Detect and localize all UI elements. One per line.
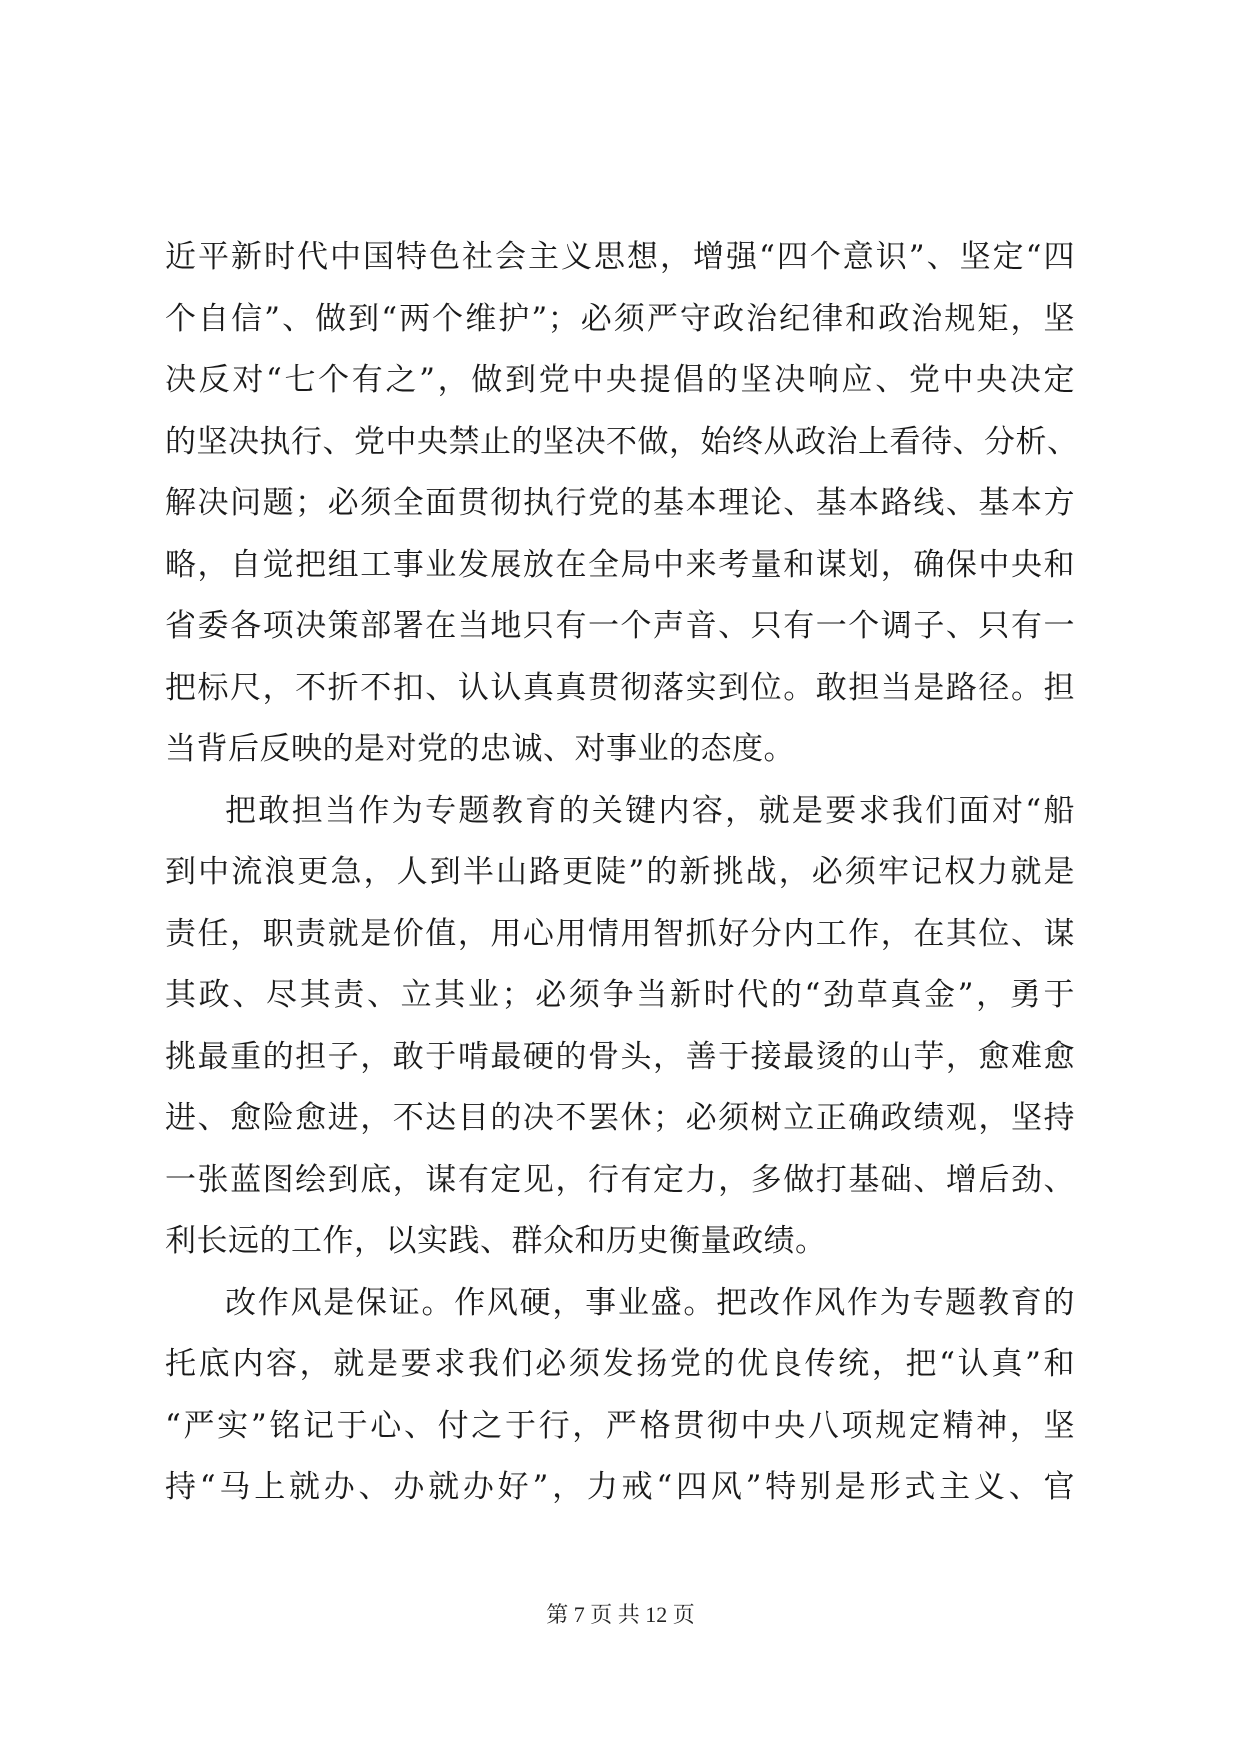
text-line: 省委各项决策部署在当地只有一个声音、只有一个调子、只有一 <box>165 608 1075 644</box>
text-line: 把敢担当作为专题教育的关键内容，就是要求我们面对“船 <box>225 792 1075 829</box>
text-line: 近平新时代中国特色社会主义思想，增强“四个意识”、坚定“四 <box>165 239 1075 275</box>
body-text <box>165 227 1079 1519</box>
text-line: 把标尺，不折不扣、认认真真贯彻落实到位。敢担当是路径。担 <box>165 669 1075 706</box>
text-line: 个自信”、做到“两个维护”；必须严守政治纪律和政治规矩，坚 <box>165 300 1075 337</box>
text-line: 改作风是保证。作风硬，事业盛。把改作风作为专题教育的 <box>225 1284 1075 1321</box>
text-line: 进、愈险愈进，不达目的决不罢休；必须树立正确政绩观，坚持 <box>165 1100 1075 1136</box>
paragraph-2 <box>165 781 1075 1273</box>
text-line: 其政、尽其责、立其业；必须争当新时代的“劲草真金”，勇于 <box>165 977 1075 1013</box>
text-line: “严实”铭记于心、付之于行，严格贯彻中央八项规定精神，坚 <box>165 1407 1075 1444</box>
paragraph-3 <box>165 1273 1075 1519</box>
text-line: 决反对“七个有之”，做到党中央提倡的坚决响应、党中央决定 <box>165 362 1075 398</box>
text-line: 略，自觉把组工事业发展放在全局中来考量和谋划，确保中央和 <box>165 546 1075 583</box>
text-line: 到中流浪更急，人到半山路更陡”的新挑战，必须牢记权力就是 <box>165 854 1075 890</box>
text-line: 一张蓝图绘到底，谋有定见，行有定力，多做打基础、增后劲、 <box>165 1161 1075 1198</box>
text-line: 托底内容，就是要求我们必须发扬党的优良传统，把“认真”和 <box>165 1346 1075 1382</box>
page-number-footer: 第 7 页 共 12 页 <box>546 1602 695 1627</box>
text-line: 利长远的工作，以实践、群众和历史衡量政绩。 <box>165 1223 827 1259</box>
text-line: 挑最重的担子，敢于啃最硬的骨头，善于接最烫的山芋，愈难愈 <box>165 1038 1075 1075</box>
text-line: 的坚决执行、党中央禁止的坚决不做，始终从政治上看待、分析、 <box>165 423 1079 460</box>
text-line: 当背后反映的是对党的忠诚、对事业的态度。 <box>165 731 795 767</box>
text-line: 责任，职责就是价值，用心用情用智抓好分内工作，在其位、谋 <box>165 915 1075 952</box>
text-line: 解决问题；必须全面贯彻执行党的基本理论、基本路线、基本方 <box>165 485 1075 521</box>
paragraph-1 <box>165 227 1079 781</box>
text-line: 持“马上就办、办就办好”，力戒“四风”特别是形式主义、官 <box>165 1469 1075 1505</box>
